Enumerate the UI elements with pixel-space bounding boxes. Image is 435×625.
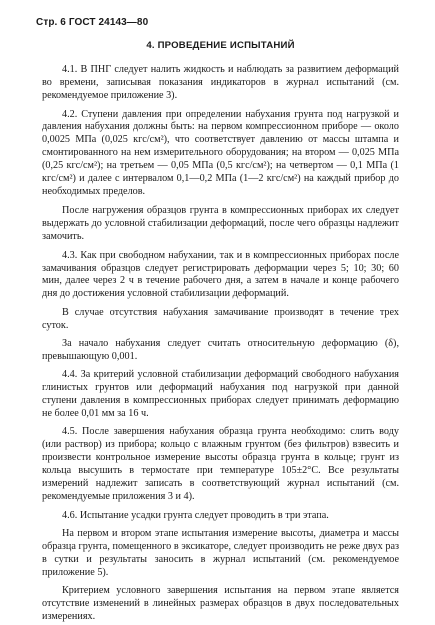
paragraph-loading-note: После нагружения образцов грунта в компрессионных приборах их следует выдержать до условной стабилизации деформаций, после чего образцы надлежит замочить.	[42, 204, 399, 242]
paragraph-swelling-start: За начало набухания следует считать относительную деформацию (δ), превышающую 0,001.	[42, 338, 399, 362]
paragraph-4-5: 4.5. После завершения набухания образца грунта необходимо: слить воду (или раствор) из прибора; кольцо с влажным грунтом (без фильтров) взвесить и произвести контрольное измерение высоты образца грунта в кольце; грунт из кольца высушить в термостате при температуре 105±2°С. Все результаты измерений надлежит записать в соответствующий журнал испытаний (см. рекомендуемые приложения 3 и 4).	[42, 426, 399, 502]
paragraph-4-1: 4.1. В ПНГ следует налить жидкость и наблюдать за развитием деформаций во времени, записывая показания индикаторов в журнал испытаний (см. рекомендуемое приложение 3).	[42, 63, 399, 101]
running-head: Стр. 6 ГОСТ 24143—80	[36, 17, 149, 28]
paragraph-4-2: 4.2. Ступени давления при определении набухания грунта под нагрузкой и давления набухания должны быть: на первом компрессионном приборе — около 0,0025 МПа (0,025 кгс/см²), что соответствует давлению от массы штампа и смонтированного на нем измерительного оборудования; на втором — 0,025 МПа (0,25 кгс/см²); на третьем — 0,05 МПа (0,5 кгс/см²); на четвертом — 0,1 МПа (1 кгс/см²) и далее с интервалом 0,1—0,2 МПа (1—2 кгс/см²) на каждый прибор до необходимых пределов.	[42, 108, 399, 197]
paragraph-4-6: 4.6. Испытание усадки грунта следует проводить в три этапа.	[62, 509, 329, 521]
paragraph-4-4: 4.4. За критерий условной стабилизации деформаций свободного набухания глинистых грунтов или деформаций набухания под нагрузкой при данной ступени давления в компрессионных приборах следует принимать деформацию не более 0,01 мм за 16 ч.	[42, 368, 399, 419]
paragraph-shrinkage-stages: На первом и втором этапе испытания измерение высоты, диаметра и массы образца грунта, помещенного в эксикаторе, следует производить не реже двух раз в сутки и результаты заносить в журнал испытаний (см. рекомендуемое приложение 5).	[42, 527, 399, 578]
paragraph-first-stage-criterion: Критерием условного завершения испытания на первом этапе является отсутствие изменений в линейных размерах образцов в двух последовательных измерениях.	[42, 585, 399, 623]
paragraph-4-3: 4.3. Как при свободном набухании, так и в компрессионных приборах после замачивания образцов следует регистрировать деформации через 5; 10; 30; 60 мин, далее через 2 ч в течение рабочего дня, а затем в начале и конце рабочего дня до достижения условной стабилизации деформаций.	[42, 249, 399, 300]
paragraph-no-swelling-note: В случае отсутствия набухания замачивание производят в течение трех суток.	[42, 307, 399, 332]
section-title: 4. ПРОВЕДЕНИЕ ИСПЫТАНИЙ	[146, 39, 295, 51]
